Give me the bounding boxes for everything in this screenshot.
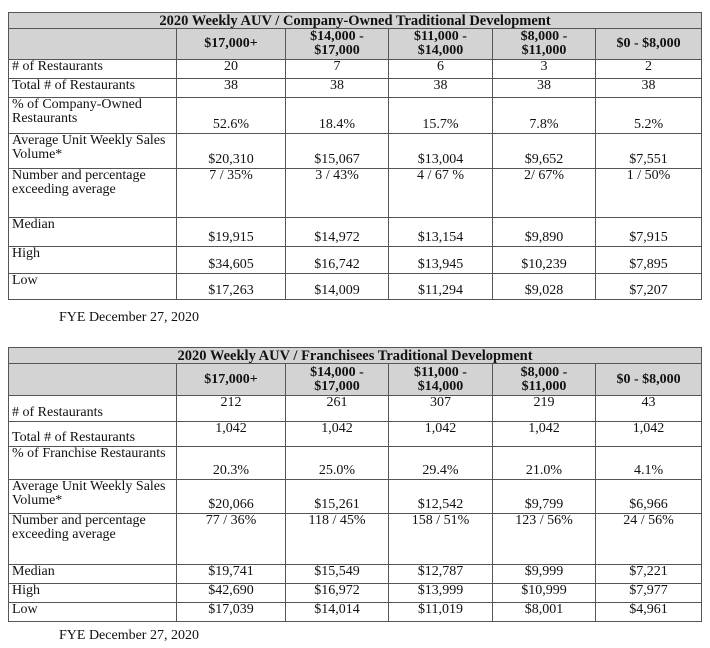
column-header: $8,000 - $11,000	[493, 364, 596, 396]
table-cell: $15,067	[286, 134, 389, 169]
table-cell: 38	[389, 79, 493, 98]
table-cell: 38	[286, 79, 389, 98]
row-label: Median	[9, 565, 177, 584]
table-cell: 24 / 56%	[596, 514, 702, 565]
table-cell: $14,014	[286, 603, 389, 622]
table-row	[9, 79, 702, 98]
row-label: # of Restaurants	[9, 396, 177, 422]
table-cell: $10,239	[493, 247, 596, 274]
table-row	[9, 218, 702, 247]
table-row	[9, 98, 702, 134]
table-cell: $11,019	[389, 603, 493, 622]
table-title: 2020 Weekly AUV / Company-Owned Traditional Development	[9, 13, 702, 29]
table-cell: 1,042	[493, 422, 596, 447]
table-cell: 3 / 43%	[286, 169, 389, 218]
table-cell: $15,261	[286, 480, 389, 514]
table-cell: 7	[286, 60, 389, 79]
table-cell: 43	[596, 396, 702, 422]
table-cell: $20,310	[177, 134, 286, 169]
table-row	[9, 480, 702, 514]
table-cell: $9,028	[493, 274, 596, 300]
row-label: # of Restaurants	[9, 60, 177, 79]
row-label: Number and percentage exceeding average	[9, 169, 177, 218]
row-label: Total # of Restaurants	[9, 79, 177, 98]
table-row	[9, 274, 702, 300]
table-cell: 5.2%	[596, 98, 702, 134]
table-cell: 2/ 67%	[493, 169, 596, 218]
table-cell: 18.4%	[286, 98, 389, 134]
table-cell: 21.0%	[493, 447, 596, 480]
table-cell: 1,042	[177, 422, 286, 447]
table-cell: 1,042	[389, 422, 493, 447]
table-row	[9, 60, 702, 79]
column-header: $8,000 - $11,000	[493, 29, 596, 60]
row-label: Low	[9, 274, 177, 300]
row-label: Number and percentage exceeding average	[9, 514, 177, 565]
table-cell: 15.7%	[389, 98, 493, 134]
table-cell: $19,741	[177, 565, 286, 584]
table-cell: 38	[493, 79, 596, 98]
table-cell: $7,551	[596, 134, 702, 169]
header-blank-cell	[9, 364, 177, 396]
table-cell: 7 / 35%	[177, 169, 286, 218]
table-cell: $13,004	[389, 134, 493, 169]
table-cell: 2	[596, 60, 702, 79]
table-cell: $8,001	[493, 603, 596, 622]
table-cell: $20,066	[177, 480, 286, 514]
table-cell: 52.6%	[177, 98, 286, 134]
table-cell: $9,890	[493, 218, 596, 247]
table-cell: 38	[596, 79, 702, 98]
table-row	[9, 134, 702, 169]
row-label: Average Unit Weekly Sales Volume*	[9, 480, 177, 514]
table-cell: 3	[493, 60, 596, 79]
row-label: % of Franchise Restaurants	[9, 447, 177, 480]
table-cell: $12,542	[389, 480, 493, 514]
table-cell: 123 / 56%	[493, 514, 596, 565]
row-label: High	[9, 584, 177, 603]
table-cell: $13,154	[389, 218, 493, 247]
table-cell: 1,042	[596, 422, 702, 447]
table-cell: $14,009	[286, 274, 389, 300]
table-cell: $9,999	[493, 565, 596, 584]
table-cell: 158 / 51%	[389, 514, 493, 565]
table-cell: 25.0%	[286, 447, 389, 480]
column-header: $11,000 - $14,000	[389, 29, 493, 60]
table-cell: 20	[177, 60, 286, 79]
table-row	[9, 514, 702, 565]
row-label: Average Unit Weekly Sales Volume*	[9, 134, 177, 169]
table-cell: $10,999	[493, 584, 596, 603]
table-cell: $7,977	[596, 584, 702, 603]
row-label: Median	[9, 218, 177, 247]
table-cell: $15,549	[286, 565, 389, 584]
table-row	[9, 584, 702, 603]
table-cell: 212	[177, 396, 286, 422]
row-label: Total # of Restaurants	[9, 422, 177, 447]
table-cell: $12,787	[389, 565, 493, 584]
column-header: $14,000 - $17,000	[286, 364, 389, 396]
column-header: $17,000+	[177, 364, 286, 396]
table-cell: 261	[286, 396, 389, 422]
table-cell: 307	[389, 396, 493, 422]
table-row	[9, 603, 702, 622]
row-label: % of Company-Owned Restaurants	[9, 98, 177, 134]
table-title: 2020 Weekly AUV / Franchisees Traditional Development	[9, 348, 702, 364]
table-cell: 4 / 67 %	[389, 169, 493, 218]
table-cell: $16,972	[286, 584, 389, 603]
table-cell: 1,042	[286, 422, 389, 447]
company-owned-auv-table	[8, 12, 702, 300]
table-cell: $42,690	[177, 584, 286, 603]
table-cell: 219	[493, 396, 596, 422]
table-cell: $4,961	[596, 603, 702, 622]
table-cell: $13,945	[389, 247, 493, 274]
header-blank-cell	[9, 29, 177, 60]
row-label: High	[9, 247, 177, 274]
footnote: FYE December 27, 2020	[59, 628, 199, 643]
table-cell: 4.1%	[596, 447, 702, 480]
table-cell: 118 / 45%	[286, 514, 389, 565]
table-cell: $34,605	[177, 247, 286, 274]
footnote: FYE December 27, 2020	[59, 310, 199, 325]
column-header: $17,000+	[177, 29, 286, 60]
row-label: Low	[9, 603, 177, 622]
franchisee-auv-table	[8, 347, 702, 622]
table-row	[9, 565, 702, 584]
table-cell: 38	[177, 79, 286, 98]
table-row	[9, 447, 702, 480]
table-cell: $7,895	[596, 247, 702, 274]
table-cell: $19,915	[177, 218, 286, 247]
table-cell: $14,972	[286, 218, 389, 247]
table-cell: 20.3%	[177, 447, 286, 480]
table-cell: 6	[389, 60, 493, 79]
table-cell: $6,966	[596, 480, 702, 514]
table-cell: $9,652	[493, 134, 596, 169]
table-row	[9, 422, 702, 447]
table-cell: $7,915	[596, 218, 702, 247]
table-cell: $7,221	[596, 565, 702, 584]
table-row	[9, 169, 702, 218]
table-cell: $11,294	[389, 274, 493, 300]
table-cell: 1 / 50%	[596, 169, 702, 218]
table-cell: $9,799	[493, 480, 596, 514]
table-cell: $13,999	[389, 584, 493, 603]
table-cell: 7.8%	[493, 98, 596, 134]
table-cell: $7,207	[596, 274, 702, 300]
table-cell: 77 / 36%	[177, 514, 286, 565]
table-row	[9, 247, 702, 274]
table-row	[9, 396, 702, 422]
column-header: $14,000 - $17,000	[286, 29, 389, 60]
column-header: $0 - $8,000	[596, 29, 702, 60]
column-header: $11,000 - $14,000	[389, 364, 493, 396]
table-cell: $17,039	[177, 603, 286, 622]
table-cell: $17,263	[177, 274, 286, 300]
column-header: $0 - $8,000	[596, 364, 702, 396]
table-cell: $16,742	[286, 247, 389, 274]
table-cell: 29.4%	[389, 447, 493, 480]
